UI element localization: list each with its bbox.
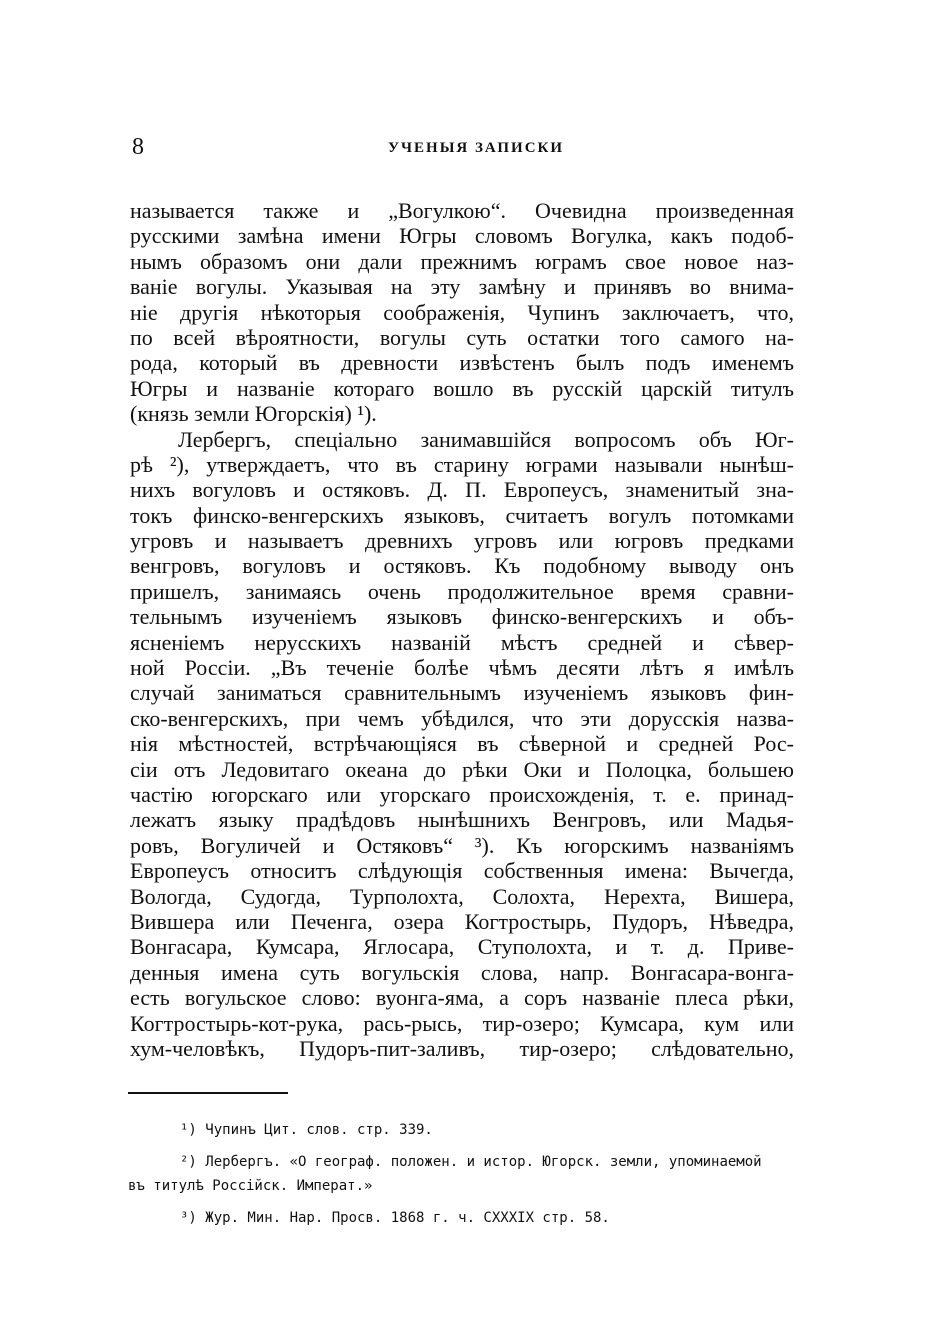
text-line: лежатъ языку прадѣдовъ нынѣшнихъ Венгровъ, или Мадья- — [130, 807, 794, 833]
text-line: Вившера или Печенга, озера Когтростырь, Пудоръ, Нѣведра, — [130, 908, 794, 934]
text-line: русскими замѣна имени Югры словомъ Вогулка, какъ подоб- — [130, 223, 794, 249]
text-line: рода, который въ древности извѣстенъ былъ подъ именемъ — [130, 350, 794, 376]
text-line: ніе другія нѣкоторыя соображенія, Чупинъ заключаетъ, что, — [130, 299, 794, 325]
text-line: по всей вѣроятности, вогулы суть остатки того самого на- — [130, 324, 794, 350]
text-line: ровъ, Вогуличей и Остяковъ“ ³). Къ югорскимъ названіямъ — [130, 832, 794, 858]
text-line: Вологда, Судогда, Турполохта, Солохта, Нерехта, Вишера, — [130, 883, 794, 909]
text-line: Вонгасара, Кумсара, Яглосара, Ступолохта, и т. д. Приве- — [130, 934, 794, 960]
text-line: называется также и „Вогулкою“. Очевидна произведенная — [130, 198, 794, 223]
paragraph-start-line: Лербергъ, спеціально занимавшійся вопросомъ объ Юг- — [178, 426, 794, 452]
running-title: УЧЕНЫЯ ЗАПИСКИ — [388, 140, 565, 156]
footnotes — [128, 1118, 788, 1230]
text-line: ваніе вогулы. Указывая на эту замѣну и принявъ во внима- — [130, 274, 794, 300]
text-line: нымъ образомъ они дали прежнимъ юграмъ свое новое наз- — [130, 248, 794, 274]
footnote-separator — [128, 1092, 288, 1094]
text-line: ясненіемъ нерусскихъ названій мѣстъ средней и сѣвер- — [130, 629, 794, 655]
text-line: сіи отъ Ледовитаго океана до рѣки Оки и Полоцка, большею — [130, 756, 794, 782]
text-line: угровъ и называетъ древнихъ угровъ или югровъ предками — [130, 528, 794, 554]
footnote-2-continuation: въ титулѣ Россійск. Императ.» — [128, 1178, 373, 1194]
text-line: случай заниматься сравнительнымъ изученіемъ языковъ фин- — [130, 680, 794, 706]
text-line: есть вогульское слово: вуонга-яма, а соръ названіе плеса рѣки, — [130, 985, 794, 1011]
text-line: хум-человѣкъ, Пудоръ-пит-заливъ, тир-озеро; слѣдовательно, — [130, 1035, 794, 1061]
text-line: тельнымъ изученіемъ языковъ финско-венгерскихъ и объ- — [130, 604, 794, 630]
page-number: 8 — [132, 134, 144, 160]
text-line: ной Россіи. „Въ теченіе болѣе чѣмъ десяти лѣтъ я имѣлъ — [130, 655, 794, 681]
text-line: (князь земли Югорскія) ¹). — [130, 401, 377, 427]
text-line: денныя имена суть вогульскія слова, напр. Вонгасара-вонга- — [130, 959, 794, 985]
text-line: пришелъ, занимаясь очень продолжительное время сравни- — [130, 578, 794, 604]
text-line: токъ финско-венгерскихъ языковъ, считаетъ вогулъ потомками — [130, 502, 794, 528]
text-line: нія мѣстностей, встрѣчающіяся въ сѣверной и средней Рос- — [130, 731, 794, 757]
footnote-1: ¹) Чупинъ Цит. слов. стр. 339. — [180, 1122, 433, 1138]
body-text — [130, 198, 794, 1061]
text-line: Когтростырь-кот-рука, рась-рысь, тир-озеро; Кумсара, кум или — [130, 1010, 794, 1036]
text-line: Югры и названіе котораго вошло въ русскій царскій титулъ — [130, 375, 794, 401]
footnote-3: ³) Жур. Мин. Нар. Просв. 1868 г. ч. CXXXIX стр. 58. — [180, 1210, 610, 1226]
text-line: венгровъ, вогуловъ и остяковъ. Къ подобному выводу онъ — [130, 553, 794, 579]
text-line: частію югорскаго или угорскаго происхожденія, т. е. принад- — [130, 781, 794, 807]
text-line: ско-венгерскихъ, при чемъ убѣдился, что эти дорусскія назва- — [130, 705, 794, 731]
text-line: нихъ вогуловъ и остяковъ. Д. П. Европеусъ, знаменитый зна- — [130, 477, 794, 503]
footnote-2: ²) Лербергъ. «О географ. положен. и истор. Югорск. земли, упоминаемой — [180, 1154, 762, 1170]
text-line: Европеусъ относитъ слѣдующія собственныя имена: Вычегда, — [130, 858, 794, 884]
text-line: рѣ ²), утверждаетъ, что въ старину юграми называли нынѣш- — [130, 451, 794, 477]
